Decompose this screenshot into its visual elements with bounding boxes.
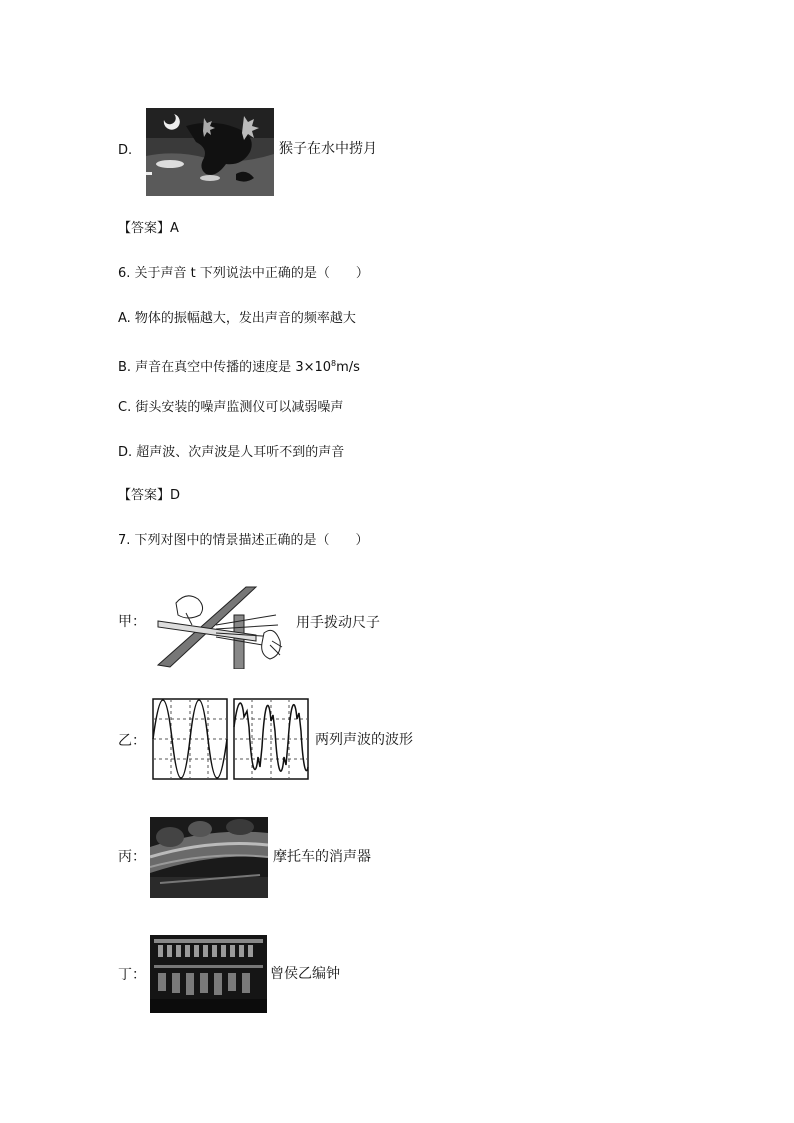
q7-item-bing-caption: 摩托车的消声器 bbox=[273, 849, 371, 865]
q5-option-d-caption: 猴子在水中捞月 bbox=[279, 141, 377, 157]
q7-item-yi-label: 乙： bbox=[118, 733, 146, 749]
q7-item-jia-caption: 用手拨动尺子 bbox=[296, 615, 380, 631]
q6-stem: 6. 关于声音 t 下列说法中正确的是（ ） bbox=[118, 266, 369, 281]
q6-option-b-unit: m/s bbox=[336, 360, 360, 375]
q7-stem: 7. 下列对图中的情景描述正确的是（ ） bbox=[118, 533, 369, 548]
two-waveforms-image bbox=[152, 697, 310, 781]
q6-option-a: A. 物体的振幅越大，发出声音的频率越大 bbox=[118, 311, 356, 326]
q6-option-b bbox=[118, 355, 360, 377]
q7-item-jia-label: 甲： bbox=[118, 614, 146, 630]
q6-option-b-text: B. 声音在真空中传播的速度是 3×10 bbox=[118, 360, 332, 375]
q7-item-bing-label: 丙： bbox=[118, 849, 146, 865]
q6-option-b-exponent: 8 bbox=[331, 359, 337, 368]
motorcycle-muffler-image bbox=[150, 817, 268, 898]
q5-option-d-label: D. bbox=[118, 143, 133, 158]
answer-tag: 【答案】 bbox=[118, 488, 171, 503]
chime-bells-image bbox=[150, 935, 267, 1013]
answer-value: D bbox=[170, 488, 181, 503]
answer-value: A bbox=[170, 221, 179, 236]
q6-option-c: C. 街头安装的噪声监测仪可以减弱噪声 bbox=[118, 400, 344, 415]
hand-plucking-ruler-image bbox=[156, 585, 290, 669]
q7-item-ding-caption: 曾侯乙编钟 bbox=[270, 966, 340, 982]
q5-answer bbox=[118, 220, 179, 238]
q7-item-ding-label: 丁： bbox=[118, 967, 146, 983]
q6-option-d: D. 超声波、次声波是人耳听不到的声音 bbox=[118, 445, 345, 460]
q7-item-yi-caption: 两列声波的波形 bbox=[315, 732, 413, 748]
q6-answer bbox=[118, 487, 180, 505]
monkeys-fishing-moon-image bbox=[146, 108, 274, 196]
answer-tag: 【答案】 bbox=[118, 221, 171, 236]
